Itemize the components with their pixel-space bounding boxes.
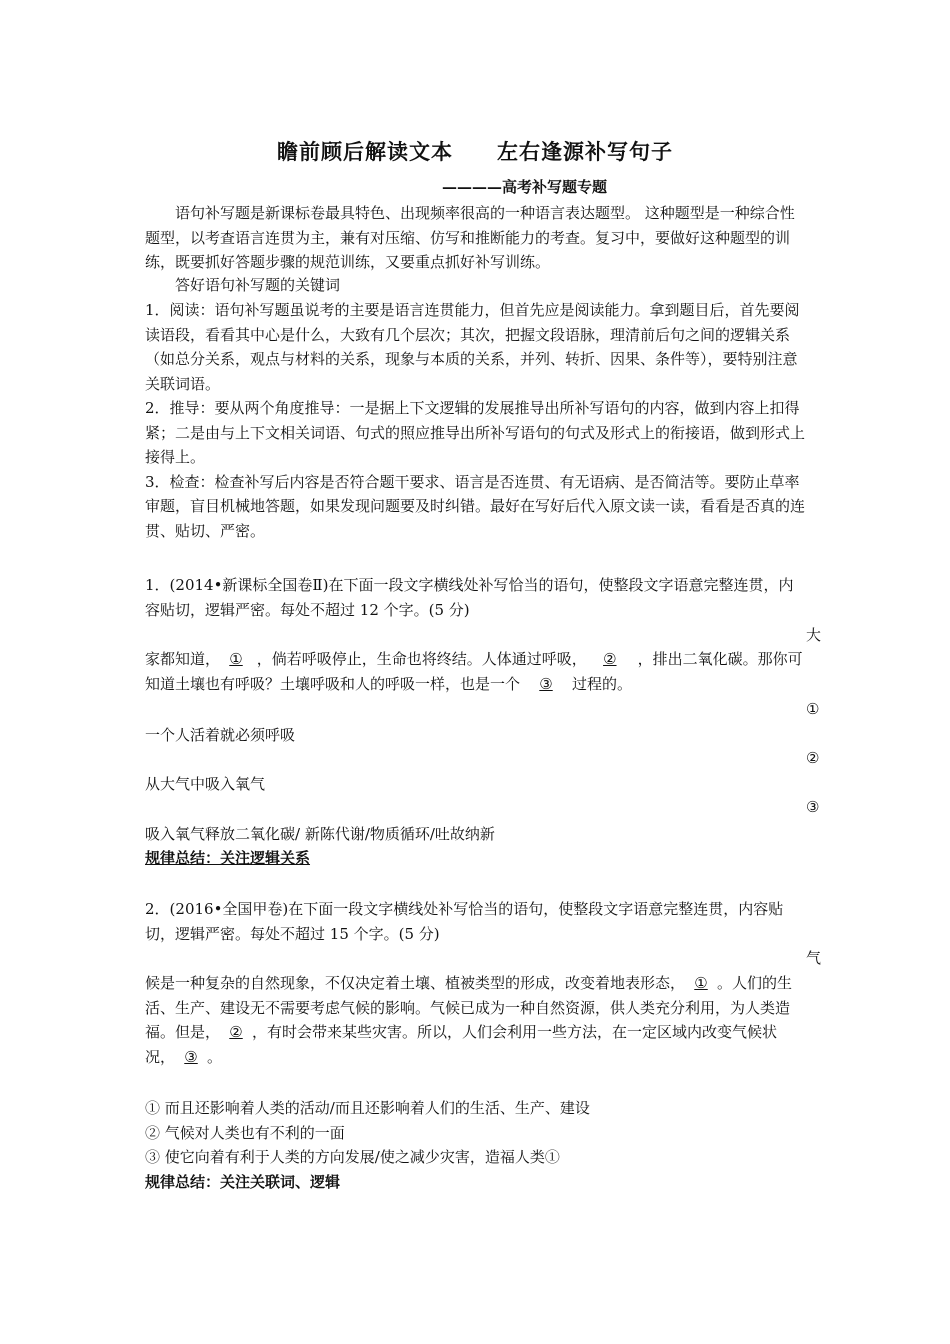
q1-rule-summary: 规律总结：关注逻辑关系 (145, 849, 311, 867)
key-point-check: 3．检查：检查补写后内容是否符合题干要求、语言是否连贯、有无语病、是否简洁等。要防止草率审题，盲目机械地答题，如果发现问题要及时纠错。最好在写好后代入原文读一读，看看是否真的连贯、贴切、严密。 (145, 472, 806, 540)
q1-answer-mark-1: ① (806, 700, 820, 718)
q2-text-a: 候是一种复杂的自然现象，不仅决定着土壤、植被类型的形成，改变着地表形态， (145, 974, 686, 992)
q1-answer-1: 一个人活着就必须呼吸 (145, 726, 296, 744)
q2-rule-summary: 规律总结：关注关联词、逻辑 (145, 1173, 341, 1191)
key-heading: 答好语句补写题的关键词 (175, 276, 341, 294)
key-point-read: 1．阅读：语句补写题虽说考的主要是语言连贯能力，但首先应是阅读能力。拿到题目后，首先要阅读语段，看看其中心是什么，大致有几个层次；其次，把握文段语脉，理清前后句之间的逻辑关系（如总分关系，观点与材料的关系，现象与本质的关系，并列、转折、因果、条件等），要特别注意关联词语。 (145, 301, 800, 393)
intro-paragraph (145, 201, 807, 275)
title-right: 左右逢源补写句子 (497, 139, 673, 164)
page-subtitle: ————高考补写题专题 (442, 178, 608, 196)
title-left: 瞻前顾后解读文本 (277, 139, 453, 164)
key-points (145, 298, 807, 543)
q1-answer-mark-3: ③ (806, 798, 820, 816)
q1-answer-3: 吸入氧气释放二氧化碳/ 新陈代谢/物质循环/吐故纳新 (145, 825, 495, 843)
q2-blank-1: ① (694, 974, 708, 992)
q2-passage (145, 971, 807, 1069)
q2-answers (145, 1096, 807, 1170)
page-title (0, 136, 950, 166)
q1-text-a: 家都知道， (145, 650, 221, 668)
q1-lead-char: 大 (806, 626, 822, 644)
q1-blank-1: ① (229, 650, 243, 668)
q1-text-c: ，排出二氧化碳。那你可知道土壤也有呼吸？土壤呼吸和人的呼吸一样，也是一个 (145, 650, 803, 693)
q2-answer-1: ① 而且还影响着人类的活动/而且还影响着人们的生活、生产、建设 (145, 1099, 590, 1117)
q2-text-b: 。人们的生活、生产、建设无不需要考虑气候的影响。气候已成为一种自然资源，供人类充分利用，为人类造福。但是， (145, 974, 793, 1041)
q2-answer-2: ② 气候对人类也有不利的一面 (145, 1123, 345, 1142)
q1-blank-3: ③ (539, 674, 553, 693)
q2-answer-3: ③ 使它向着有利于人类的方向发展/使之减少灾害，造福人类① (145, 1148, 560, 1166)
q2-blank-2: ② (229, 1023, 243, 1041)
q2-blank-3: ③ (184, 1047, 198, 1066)
q2-text-c: ，有时会带来某些灾害。所以，人们会利用一些方法，在一定区域内改变气候状况， (145, 1023, 778, 1066)
q1-passage (145, 647, 807, 696)
q1-text-d: 过程的。 (572, 674, 633, 693)
q1-prompt: 1．(2014•新课标全国卷Ⅱ)在下面一段文字横线处补写恰当的语句，使整段文字语意完整连贯，内容贴切，逻辑严密。每处不超过 12 个字。(5 分) (145, 576, 794, 619)
q2-prompt: 2．(2016•全国甲卷)在下面一段文字横线处补写恰当的语句，使整段文字语意完整连贯，内容贴切，逻辑严密。每处不超过 15 个字。(5 分) (145, 900, 784, 943)
q2-lead-char: 气 (806, 949, 822, 967)
q1-blank-2: ② (603, 650, 617, 668)
intro-text: 语句补写题是新课标卷最具特色、出现频率很高的一种语言表达题型。 这种题型是一种综合性题型，以考查语言连贯为主，兼有对压缩、仿写和推断能力的考查。复习中，要做好这种题型的训练，既要抓好答题步骤的规范训练，又要重点抓好补写训练。 (145, 204, 795, 271)
q1-answer-2: 从大气中吸入氧气 (145, 775, 266, 793)
q1-text-b: ，倘若呼吸停止，生命也将终结。人体通过呼吸， (252, 650, 587, 668)
q1-answer-mark-2: ② (806, 749, 820, 767)
q2-text-d: 。 (207, 1047, 223, 1066)
key-point-derive: 2．推导：要从两个角度推导：一是据上下文逻辑的发展推导出所补写语句的内容，做到内容上扣得紧；二是由与上下文相关词语、句式的照应推导出所补写语句的句式及形式上的衔接语，做到形式上接得上。 (145, 399, 806, 466)
